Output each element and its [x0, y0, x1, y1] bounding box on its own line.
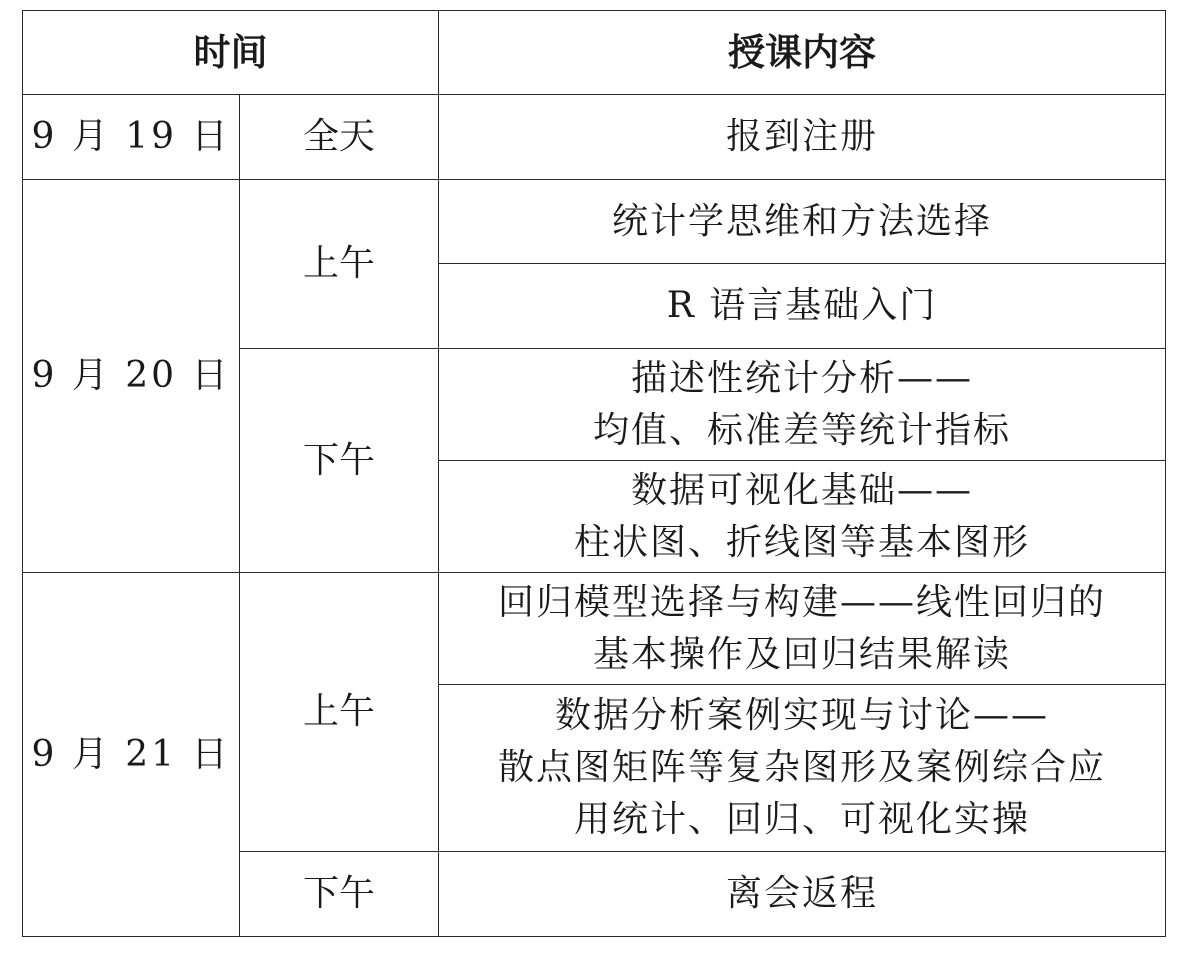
content-line: 数据分析案例实现与讨论——	[554, 695, 1049, 736]
content-cell	[439, 685, 1166, 852]
header-row	[23, 11, 1166, 95]
date-cell: 9 月 19 日	[23, 95, 240, 180]
content-cell	[439, 461, 1166, 573]
content-line: 散点图矩阵等复杂图形及案例综合应	[497, 747, 1106, 788]
content-line: 柱状图、折线图等基本图形	[573, 521, 1030, 563]
period-cell: 全天	[240, 95, 439, 180]
content-cell	[439, 349, 1166, 461]
content-line: 基本操作及回归结果解读	[592, 633, 1011, 675]
schedule-table	[22, 10, 1166, 937]
content-cell	[439, 180, 1166, 264]
content-cell	[439, 95, 1166, 180]
content-line: 用统计、回归、可视化实操	[573, 799, 1030, 840]
period-cell: 上午	[240, 180, 439, 349]
period-cell: 下午	[240, 349, 439, 573]
content-line: 报到注册	[725, 116, 878, 157]
date-cell: 9 月 21 日	[23, 573, 240, 937]
content-line: 描述性统计分析——	[630, 357, 973, 399]
content-line: R 语言基础入门	[666, 285, 938, 326]
time-header: 时间	[23, 11, 439, 95]
content-cell	[439, 264, 1166, 349]
date-cell: 9 月 20 日	[23, 180, 240, 573]
content-line: 数据可视化基础——	[630, 469, 973, 511]
table-row	[23, 573, 1166, 685]
content-line: 均值、标准差等统计指标	[592, 409, 1011, 451]
content-line: 统计学思维和方法选择	[611, 200, 992, 242]
period-cell: 下午	[240, 852, 439, 937]
content-line: 回归模型选择与构建——线性回归的	[497, 581, 1106, 623]
content-cell	[439, 573, 1166, 685]
table-row	[23, 95, 1166, 180]
content-cell	[439, 852, 1166, 937]
content-line: 离会返程	[725, 873, 878, 914]
period-cell: 上午	[240, 573, 439, 852]
table-row	[23, 180, 1166, 264]
content-header: 授课内容	[439, 11, 1166, 95]
